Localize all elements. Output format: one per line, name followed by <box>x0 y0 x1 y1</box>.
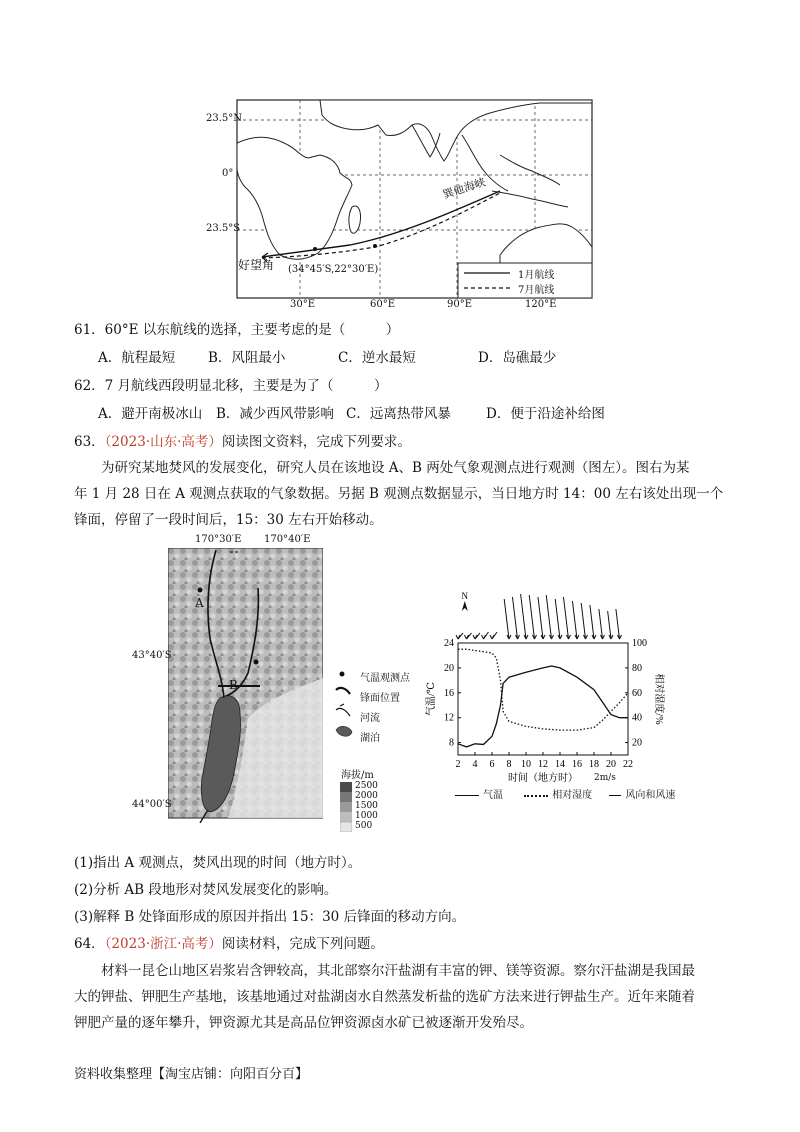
x-tick-label: 20 <box>606 759 616 770</box>
legend-wind-swatch <box>609 795 621 796</box>
q61-option-b[interactable]: B．风阻最小 <box>208 350 286 366</box>
q62-option-c[interactable]: C．远离热带风暴 <box>346 406 451 422</box>
q61-option-c[interactable]: C．逆水最短 <box>338 350 416 366</box>
map2-lat-label-1: 43°40′S <box>132 650 172 661</box>
q63-lead: 阅读图文资料，完成下列要求。 <box>221 434 411 450</box>
weather-chart <box>420 585 690 805</box>
q62-stem: 62．7 月航线西段明显北移，主要是为了（ ） <box>74 378 388 394</box>
lon-label-120: 120°E <box>525 299 557 310</box>
q63-heading <box>74 432 411 452</box>
legend-temp: 气温 <box>483 790 503 801</box>
q63-source: （2023·山东·高考） <box>104 434 222 450</box>
q64-paragraph <box>74 958 734 1036</box>
wind-arrowhead <box>482 635 486 639</box>
x-axis-label: 时间（地方时） <box>508 773 578 784</box>
wind-arrowhead <box>465 635 469 639</box>
x-tick-label: 18 <box>589 759 599 770</box>
wind-arrowhead <box>490 635 494 639</box>
y-right-tick-label: 80 <box>632 662 642 674</box>
q64-para-line-1: 材料一昆仑山地区岩浆岩含钾较高，其北部察尔汗盐湖有丰富的钾、镁等资源。察尔汗盐湖是我国最 <box>101 963 695 979</box>
wind-arrow <box>563 597 568 639</box>
x-tick-label: 16 <box>572 759 582 770</box>
wind-arrow <box>599 609 603 639</box>
legend-river: 河流 <box>360 713 380 724</box>
lon-label-60: 60°E <box>370 299 396 310</box>
q63-question-2: (2)分析 AB 段地形对焚风发展变化的影响。 <box>74 882 338 898</box>
x-tick-label: 22 <box>623 759 633 770</box>
coord-label: (34°45′S,22°30′E) <box>288 264 379 275</box>
x-tick-label: 14 <box>555 759 565 770</box>
y-right-tick-label: 60 <box>632 687 642 699</box>
wind-arrow <box>608 611 611 639</box>
legend-wind: 风向和风速 <box>625 790 676 801</box>
lat-label-23n: 23.5°N <box>206 113 243 124</box>
x-tick-label: 4 <box>472 759 478 770</box>
q63-question-3: (3)解释 B 处锋面形成的原因并指出 15：30 后锋面的移动方向。 <box>74 909 466 925</box>
chart-legend <box>455 786 675 801</box>
elevation-2500: 2500 <box>355 781 378 791</box>
lon-label-30: 30°E <box>290 299 316 310</box>
q63-para-line-2: 年 1 月 28 日在 A 观测点获取的气象数据。另据 B 观测点数据显示，当日地方时 14：00 左右该处出现一个 <box>74 486 724 502</box>
q64-heading <box>74 934 384 954</box>
point-b-label: B <box>229 678 238 692</box>
q62-option-d[interactable]: D．便于沿途补给图 <box>486 406 605 422</box>
y-tick-label: 24 <box>444 638 454 649</box>
q61-stem: 61．60°E 以东航线的选择，主要考虑的是（ ） <box>74 322 400 338</box>
q62-options <box>98 404 605 424</box>
x-tick-label: 8 <box>506 759 512 770</box>
q64-source: （2023·浙江·高考） <box>104 936 222 952</box>
elevation-1000: 1000 <box>355 811 378 821</box>
legend-observation-point: 气温观测点 <box>360 673 410 684</box>
humidity-line <box>458 649 628 730</box>
elevation-title: 海拔/m <box>341 770 374 781</box>
lon-label-90: 90°E <box>447 299 473 310</box>
y-right-tick-label: 20 <box>632 737 642 749</box>
legend-jan: 1月航线 <box>518 270 555 281</box>
q62-option-b[interactable]: B．减少西风带影响 <box>216 406 334 422</box>
elevation-1500: 1500 <box>355 801 378 811</box>
map2-legend-symbols <box>334 668 358 748</box>
x-tick-label: 2 <box>455 759 461 770</box>
elevation-2000: 2000 <box>355 791 378 801</box>
strait-label: 巽他海峡 <box>441 175 488 202</box>
y-right-tick-label: 40 <box>632 712 642 724</box>
q63-question-1: (1)指出 A 观测点，焚风出现的时间（地方时）。 <box>74 855 362 871</box>
y-axis-label: 气温/℃ <box>426 682 437 716</box>
wind-arrow <box>572 601 577 639</box>
y-tick-label: 16 <box>444 687 454 699</box>
map2-lon-label-2: 170°40′E <box>264 534 311 545</box>
legend-humidity-swatch <box>524 795 548 797</box>
q64-lead: 阅读材料，完成下列问题。 <box>221 936 384 952</box>
temperature-line <box>458 666 628 747</box>
plot-frame <box>458 643 628 755</box>
legend-humidity: 相对湿度 <box>552 790 593 801</box>
x-tick-label: 12 <box>538 759 548 770</box>
map2-lat-label-2: 44°00′S <box>132 799 172 810</box>
wind-arrow <box>555 599 560 639</box>
wind-arrow <box>546 595 551 639</box>
y-tick-label: 8 <box>449 737 454 749</box>
wind-arrow <box>538 597 543 639</box>
wind-arrow <box>521 594 526 639</box>
q63-paragraph <box>74 455 734 533</box>
q62-option-a[interactable]: A．避开南极冰山 <box>98 406 203 422</box>
y-right-axis-label: 相对湿度/% <box>653 673 664 725</box>
y-tick-label: 12 <box>444 712 454 724</box>
elevation-scale <box>340 782 352 832</box>
wind-arrow <box>590 605 594 639</box>
wind-arrowhead <box>456 635 460 639</box>
q61-options <box>98 348 556 368</box>
north-arrow-icon <box>462 601 468 611</box>
legend-jul: 7月航线 <box>518 285 555 296</box>
wind-arrow <box>616 609 620 639</box>
point-a-label: A <box>195 596 204 610</box>
q61-option-d[interactable]: D．岛礁最少 <box>478 350 557 366</box>
y-tick-label: 20 <box>444 662 454 674</box>
legend-temp-swatch <box>455 795 479 796</box>
y-right-tick-label: 100 <box>632 638 647 649</box>
q64-para-line-2: 大的钾盐、钾肥生产基地，该基地通过对盐湖卤水自然蒸发析盐的选矿方法来进行钾盐生产。近年来随着 <box>74 989 695 1005</box>
q63-para-line-3: 锋面，停留了一段时间后，15：30 左右开始移动。 <box>74 512 383 528</box>
north-label: N <box>461 591 469 601</box>
terrain-map <box>168 548 323 823</box>
x-tick-label: 6 <box>489 759 495 770</box>
elevation-500: 500 <box>355 821 373 831</box>
wind-scale-label: 2m/s <box>594 773 616 783</box>
legend-front: 锋面位置 <box>360 693 400 704</box>
q63-para-line-1: 为研究某地焚风的发展变化，研究人员在该地设 A、B 两处气象观测点进行观测（图左）。图右为某 <box>101 460 690 476</box>
wind-arrow <box>529 595 534 639</box>
x-tick-label: 10 <box>521 759 531 770</box>
wind-arrow <box>512 597 517 639</box>
wind-arrowhead <box>473 635 477 639</box>
q63-number: 63． <box>74 434 105 450</box>
legend-lake: 湖泊 <box>360 733 380 744</box>
q64-number: 64． <box>74 936 105 952</box>
q64-para-line-3: 钾肥产量的逐年攀升，钾资源尤其是高品位钾资源卤水矿已被逐渐开发殆尽。 <box>74 1015 533 1031</box>
cape-label: 好望角 <box>238 258 275 272</box>
lat-label-0: 0° <box>222 168 234 179</box>
wind-arrow <box>504 599 509 639</box>
page-footer: 资料收集整理【淘宝店铺：向阳百分百】 <box>74 1067 309 1082</box>
lat-label-23s: 23.5°S <box>206 223 241 234</box>
wind-arrow <box>581 603 585 639</box>
map2-lon-label-1: 170°30′E <box>195 534 242 545</box>
q61-option-a[interactable]: A．航程最短 <box>98 350 176 366</box>
